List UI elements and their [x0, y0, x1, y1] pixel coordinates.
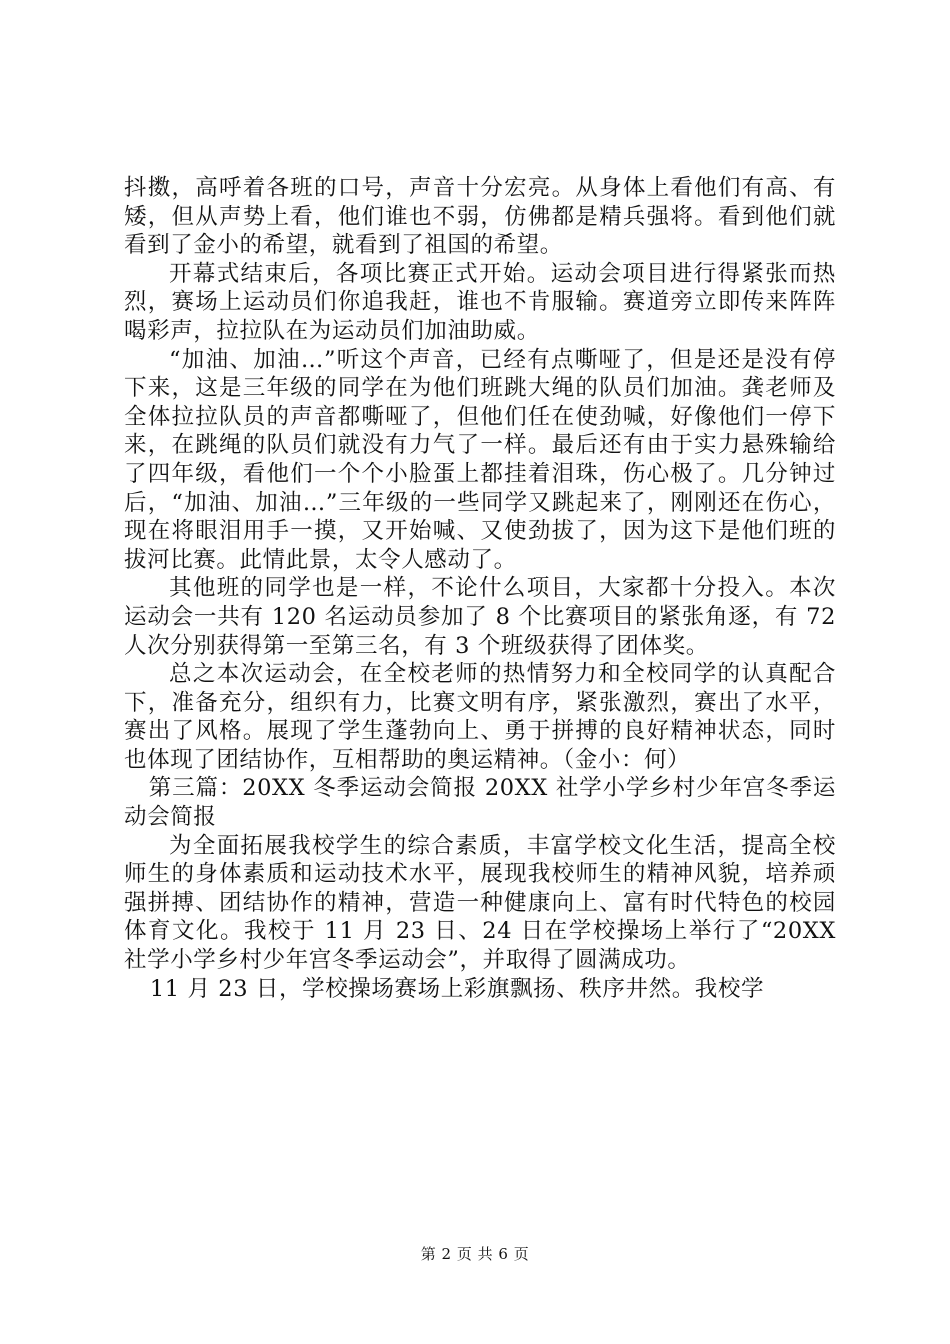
section-heading: 第三篇：20XX 冬季运动会简报 20XX 社学小学乡村少年宫冬季运动会简报	[124, 775, 836, 831]
paragraph-nov-23: 11 月 23 日，学校操场赛场上彩旗飘扬、秩序井然。我校学	[149, 975, 765, 1002]
document-body	[124, 174, 836, 1003]
paragraph-intro: 为全面拓展我校学生的综合素质，丰富学校文化生活，提高全校师生的身体素质和运动技术水平，展现我校师生的精神风貌，培养顽强拼搏、团结协作的精神，营造一种健康向上、富有时代特色的校园体育文化。我校于 11 月 23 日、24 日在学校操场上举行了“20XX 社学小学乡村少年宫冬季运动会”，并取得了圆满成功。	[124, 832, 836, 974]
paragraph-continuation: 抖擞，高呼着各班的口号，声音十分宏亮。从身体上看他们有高、有矮，但从声势上看，他们谁也不弱，仿佛都是精兵强将。看到他们就看到了金小的希望，就看到了祖国的希望。	[124, 175, 836, 259]
paragraph-statistics: 其他班的同学也是一样，不论什么项目，大家都十分投入。本次运动会一共有 120 名运动员参加了 8 个比赛项目的紧张角逐，有 72 人次分别获得第一至第三名，有 3 个班级获得了团体奖。	[124, 575, 836, 659]
paragraph-summary: 总之本次运动会，在全校老师的热情努力和全校同学的认真配合下，准备充分，组织有力，比赛文明有序，紧张激烈，赛出了水平，赛出了风格。展现了学生蓬勃向上、勇于拼搏的良好精神状态，同时也体现了团结协作，互相帮助的奥运精神。（金小：何）	[124, 661, 836, 773]
paragraph-competition-start: 开幕式结束后，各项比赛正式开始。运动会项目进行得紧张而热烈，赛场上运动员们你追我赶，谁也不肯服输。赛道旁立即传来阵阵喝彩声，拉拉队在为运动员们加油助威。	[124, 260, 836, 344]
paragraph-cheering: “加油、加油…”听这个声音，已经有点嘶哑了，但是还是没有停下来，这是三年级的同学在为他们班跳大绳的队员们加油。龚老师及全体拉拉队员的声音都嘶哑了，但他们任在使劲喊，好像他们一停下来，在跳绳的队员们就没有力气了一样。最后还有由于实力悬殊输给了四年级，看他们一个个小脸蛋上都挂着泪珠，伤心极了。几分钟过后，“加油、加油…”三年级的一些同学又跳起来了，刚刚还在伤心，现在将眼泪用手一摸，又开始喊、又使劲拔了，因为这下是他们班的拔河比赛。此情此景，太令人感动了。	[124, 346, 836, 573]
page-footer: 第 2 页 共 6 页	[420, 1245, 530, 1263]
